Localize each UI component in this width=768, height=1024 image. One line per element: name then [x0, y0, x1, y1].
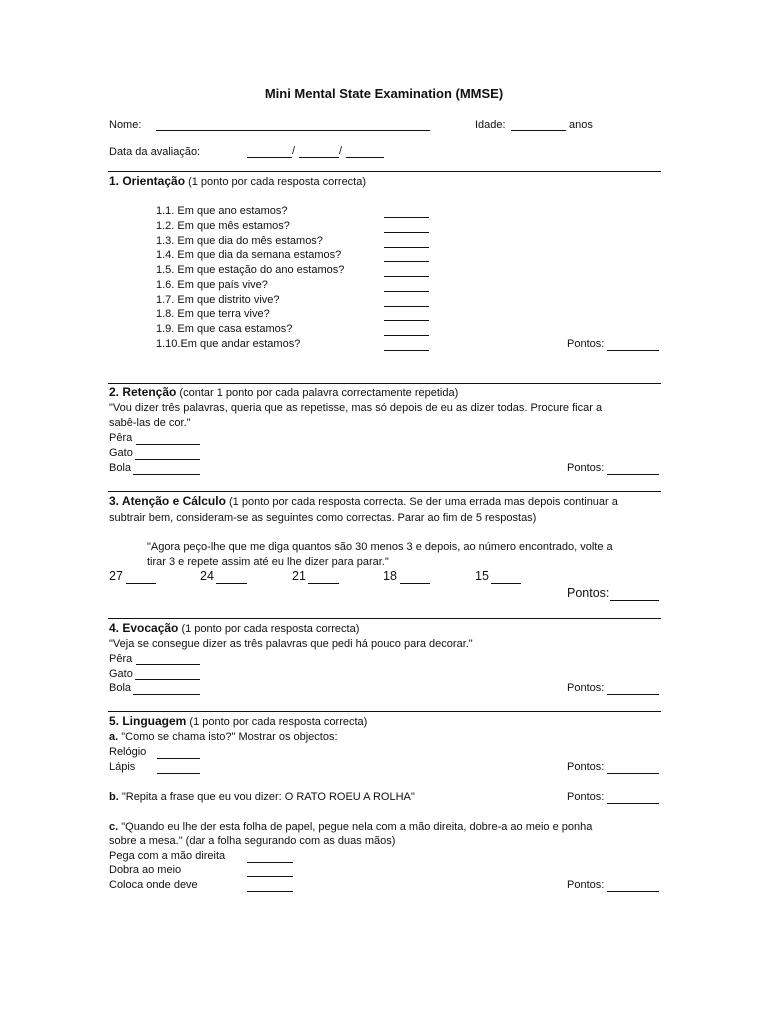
instruction: "Veja se consegue dizer as três palavras que pedi há pouco para decorar."	[109, 638, 473, 650]
points-label: Pontos:	[567, 682, 605, 694]
answer-field[interactable]	[247, 891, 293, 892]
answer-field[interactable]	[216, 583, 247, 584]
question: 1.9. Em que casa estamos?	[156, 323, 293, 335]
object-label: Relógio	[109, 746, 147, 758]
answer-field[interactable]	[384, 232, 429, 233]
section-title: 5. Linguagem	[109, 714, 187, 728]
age-label: Idade:	[475, 119, 506, 131]
divider	[108, 711, 661, 712]
calc-number: 24	[200, 569, 214, 583]
instruction: "Vou dizer três palavras, queria que as repetisse, mas só depois de eu as dizer todas. Procure ficar a	[109, 402, 603, 414]
divider	[108, 618, 661, 619]
task-label: Pega com a mão direita	[109, 850, 226, 862]
object-label: Lápis	[109, 761, 136, 773]
points-label: Pontos:	[567, 462, 605, 474]
points-label: Pontos:	[567, 338, 605, 350]
answer-field[interactable]	[133, 694, 200, 695]
section-note: (1 ponto por cada resposta correcta)	[181, 623, 360, 635]
answer-field[interactable]	[384, 247, 429, 248]
answer-field[interactable]	[157, 758, 200, 759]
date-year-field[interactable]	[346, 157, 384, 158]
calc-number: 27	[109, 569, 123, 583]
name-field[interactable]	[156, 130, 430, 131]
points-field[interactable]	[607, 803, 659, 804]
question: 1.4. Em que dia da semana estamos?	[156, 249, 342, 261]
section-title: 2. Retenção	[109, 385, 177, 399]
section-attention-heading	[109, 495, 618, 509]
instruction: "Como se chama isto?" Mostrar os objectos:	[121, 731, 338, 743]
page-title: Mini Mental State Examination (MMSE)	[264, 86, 504, 101]
date-separator: /	[339, 145, 343, 157]
answer-field[interactable]	[247, 876, 293, 877]
subsection-b	[109, 791, 415, 804]
answer-field[interactable]	[308, 583, 339, 584]
section-note: (1 ponto por cada resposta correcta)	[188, 176, 367, 188]
question: 1.3. Em que dia do mês estamos?	[156, 235, 323, 247]
answer-field[interactable]	[384, 261, 429, 262]
section-title: 3. Atenção e Cálculo	[109, 494, 226, 508]
task-label: Coloca onde deve	[109, 879, 198, 891]
answer-field[interactable]	[384, 276, 429, 277]
divider	[108, 383, 661, 384]
age-field[interactable]	[511, 130, 566, 131]
subsection-a	[109, 731, 338, 744]
question: 1.8. Em que terra vive?	[156, 308, 270, 320]
answer-field[interactable]	[126, 583, 156, 584]
answer-field[interactable]	[136, 444, 200, 445]
date-month-field[interactable]	[299, 157, 339, 158]
question: 1.6. Em que país vive?	[156, 279, 268, 291]
answer-field[interactable]	[135, 459, 200, 460]
points-field[interactable]	[610, 600, 659, 601]
section-note: (1 ponto por cada resposta correcta. Se der uma errada mas depois continuar a	[229, 496, 618, 508]
calc-number: 21	[292, 569, 306, 583]
date-label: Data da avaliação:	[109, 146, 201, 158]
points-label: Pontos:	[567, 879, 605, 891]
points-label: Pontos:	[567, 761, 605, 773]
points-label: Pontos:	[567, 586, 610, 600]
answer-field[interactable]	[491, 583, 521, 584]
section-note: (contar 1 ponto por cada palavra correctamente repetida)	[179, 387, 459, 399]
question: 1.2. Em que mês estamos?	[156, 220, 290, 232]
answer-field[interactable]	[400, 583, 430, 584]
section-recall-heading	[109, 622, 359, 636]
age-suffix: anos	[569, 119, 593, 131]
points-field[interactable]	[607, 891, 659, 892]
calc-number: 18	[383, 569, 397, 583]
section-note: (1 ponto por cada resposta correcta)	[189, 716, 368, 728]
answer-field[interactable]	[384, 217, 429, 218]
calc-number: 15	[475, 569, 489, 583]
instruction: sabê-las de cor."	[109, 417, 191, 429]
section-orientation-heading	[109, 175, 366, 189]
word-label: Bola	[109, 682, 132, 694]
points-field[interactable]	[607, 350, 659, 351]
question: 1.1. Em que ano estamos?	[156, 205, 288, 217]
answer-field[interactable]	[384, 335, 429, 336]
answer-field[interactable]	[384, 320, 429, 321]
word-label: Gato	[109, 447, 133, 459]
instruction: "Quando eu lhe der esta folha de papel, pegue nela com a mão direita, dobre-a ao meio e ponha	[121, 821, 593, 833]
answer-field[interactable]	[157, 773, 200, 774]
word-label: Gato	[109, 668, 133, 680]
points-field[interactable]	[607, 474, 659, 475]
date-day-field[interactable]	[247, 157, 292, 158]
section-retention-heading	[109, 386, 458, 400]
date-separator: /	[292, 145, 296, 157]
word-label: Pêra	[109, 653, 133, 665]
question: 1.5. Em que estação do ano estamos?	[156, 264, 345, 276]
subsection-letter: a.	[109, 731, 119, 743]
answer-field[interactable]	[384, 306, 429, 307]
points-field[interactable]	[607, 694, 659, 695]
subsection-letter: c.	[109, 821, 119, 833]
divider	[108, 171, 661, 172]
answer-field[interactable]	[136, 664, 200, 665]
instruction: sobre a mesa." (dar a folha segurando com as duas mãos)	[109, 835, 396, 847]
section-note: subtrair bem, consideram-se as seguintes como correctas. Parar ao fim de 5 respostas)	[109, 512, 537, 524]
answer-field[interactable]	[135, 679, 200, 680]
word-label: Bola	[109, 462, 132, 474]
instruction: "Agora peço-lhe que me diga quantos são 30 menos 3 e depois, ao número encontrado, volte a	[147, 541, 613, 553]
answer-field[interactable]	[384, 350, 429, 351]
question: 1.7. Em que distrito vive?	[156, 294, 280, 306]
points-label: Pontos:	[567, 791, 605, 803]
points-field[interactable]	[607, 773, 659, 774]
name-label: Nome:	[109, 119, 142, 131]
answer-field[interactable]	[133, 474, 200, 475]
divider	[108, 491, 661, 492]
subsection-letter: b.	[109, 791, 119, 803]
word-label: Pêra	[109, 432, 133, 444]
task-label: Dobra ao meio	[109, 864, 182, 876]
section-title: 1. Orientação	[109, 174, 186, 188]
section-language-heading	[109, 715, 367, 729]
answer-field[interactable]	[247, 862, 293, 863]
answer-field[interactable]	[384, 291, 429, 292]
section-title: 4. Evocação	[109, 621, 179, 635]
subsection-c	[109, 821, 592, 834]
question: 1.10.Em que andar estamos?	[156, 338, 301, 350]
instruction: tirar 3 e repete assim até eu lhe dizer para parar."	[147, 556, 389, 568]
instruction: "Repita a frase que eu vou dizer: O RATO ROEU A ROLHA"	[121, 791, 415, 803]
